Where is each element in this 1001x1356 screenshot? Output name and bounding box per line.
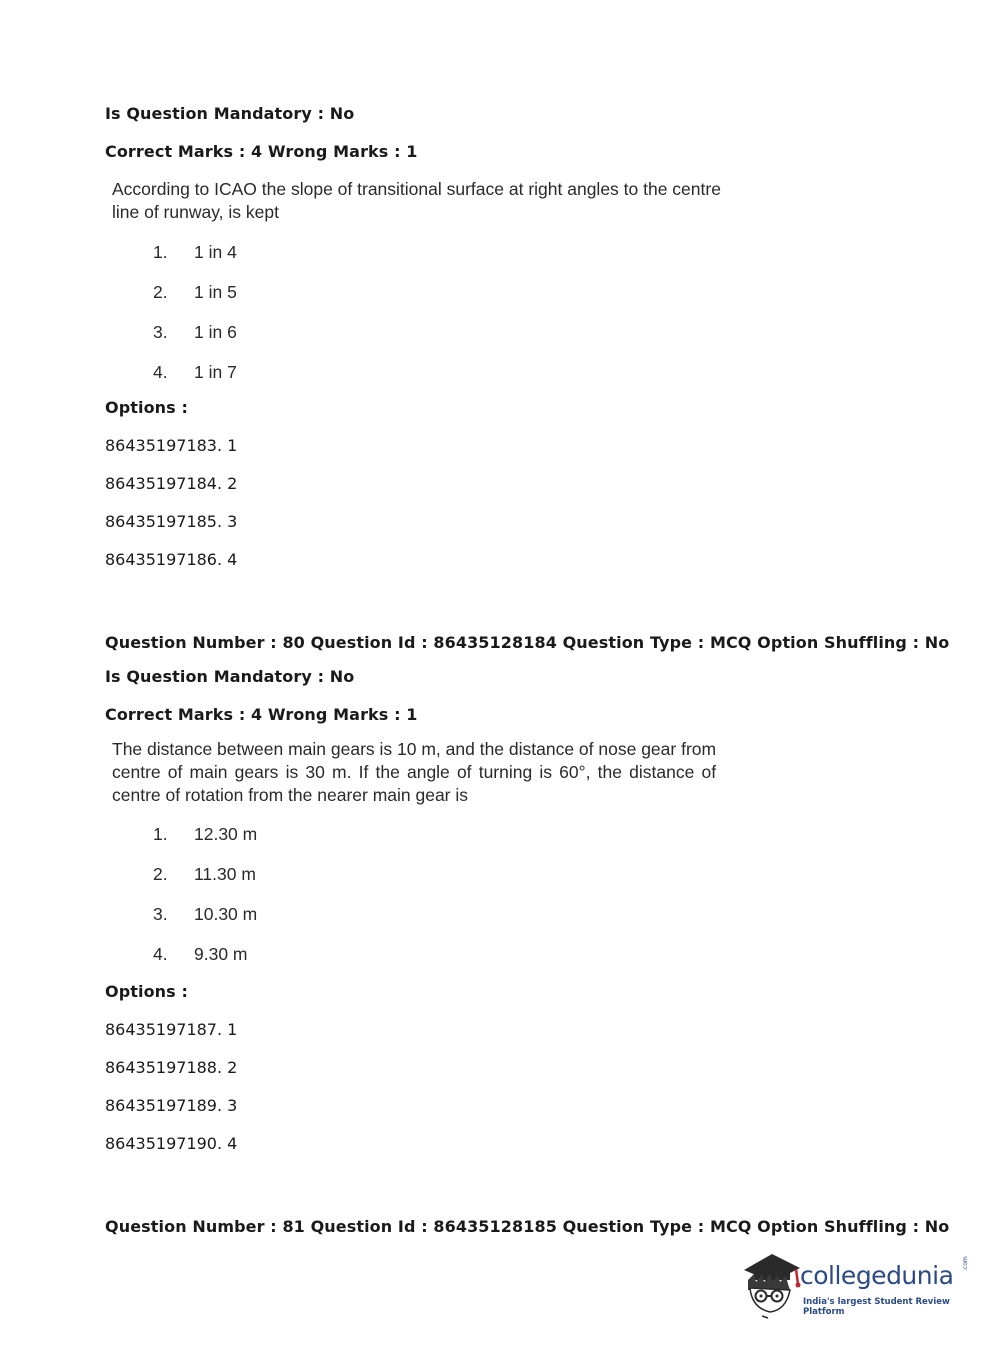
question-header: Question Number : 81 Question Id : 86435128185 Question Type : MCQ Option Shuffling : No xyxy=(105,1217,950,1236)
collegedunia-logo xyxy=(740,1250,970,1320)
option-id: 86435197189. 3 xyxy=(105,1096,238,1115)
option-id: 86435197187. 1 xyxy=(105,1020,238,1039)
choice-value: 1 in 6 xyxy=(194,322,237,342)
logo-wordmark: collegedunia xyxy=(800,1261,954,1290)
choice-number: 2. xyxy=(153,282,168,302)
option-id: 86435197184. 2 xyxy=(105,474,238,493)
question-marks: Correct Marks : 4 Wrong Marks : 1 xyxy=(105,142,418,161)
options-label: Options : xyxy=(105,982,188,1001)
mascot-icon xyxy=(740,1250,802,1320)
choice-number: 4. xyxy=(153,944,168,964)
choice-number: 4. xyxy=(153,362,168,382)
choice-value: 1 in 7 xyxy=(194,362,237,382)
choice-item xyxy=(153,864,353,886)
choice-item xyxy=(153,944,353,966)
question-mandatory: Is Question Mandatory : No xyxy=(105,667,355,686)
question-text-line: centre of main gears is 30 m. If the angle of turning is 60°, the distance of xyxy=(112,762,717,782)
option-id: 86435197183. 1 xyxy=(105,436,238,455)
choice-value: 1 in 4 xyxy=(194,242,237,262)
choice-number: 2. xyxy=(153,864,168,884)
choice-item xyxy=(153,322,353,344)
choice-item xyxy=(153,282,353,304)
choice-number: 3. xyxy=(153,904,168,924)
option-id: 86435197190. 4 xyxy=(105,1134,238,1153)
question-text-line: line of runway, is kept xyxy=(112,202,279,222)
choice-item xyxy=(153,904,353,926)
question-text-line: The distance between main gears is 10 m, and the distance of nose gear from xyxy=(112,739,717,759)
question-header: Question Number : 80 Question Id : 86435128184 Question Type : MCQ Option Shuffling : No xyxy=(105,633,950,652)
choice-number: 1. xyxy=(153,824,168,844)
option-id: 86435197188. 2 xyxy=(105,1058,238,1077)
option-id: 86435197186. 4 xyxy=(105,550,238,569)
choice-item xyxy=(153,824,353,846)
choice-value: 10.30 m xyxy=(194,904,258,924)
option-id: 86435197185. 3 xyxy=(105,512,238,531)
choice-number: 1. xyxy=(153,242,168,262)
choice-item xyxy=(153,242,353,264)
choice-item xyxy=(153,362,353,384)
choice-value: 12.30 m xyxy=(194,824,258,844)
question-mandatory: Is Question Mandatory : No xyxy=(105,104,355,123)
logo-domain-suffix: .com xyxy=(962,1256,969,1271)
question-text-line: centre of rotation from the nearer main gear is xyxy=(112,785,469,805)
logo-tagline: India's largest Student Review Platform xyxy=(803,1297,950,1317)
question-text xyxy=(112,178,721,224)
options-label: Options : xyxy=(105,398,188,417)
question-marks: Correct Marks : 4 Wrong Marks : 1 xyxy=(105,705,418,724)
choice-number: 3. xyxy=(153,322,168,342)
question-text-line: According to ICAO the slope of transitional surface at right angles to the centre xyxy=(112,179,721,199)
choice-value: 1 in 5 xyxy=(194,282,237,302)
choice-value: 11.30 m xyxy=(194,864,256,884)
choice-value: 9.30 m xyxy=(194,944,248,964)
question-text xyxy=(112,738,716,807)
